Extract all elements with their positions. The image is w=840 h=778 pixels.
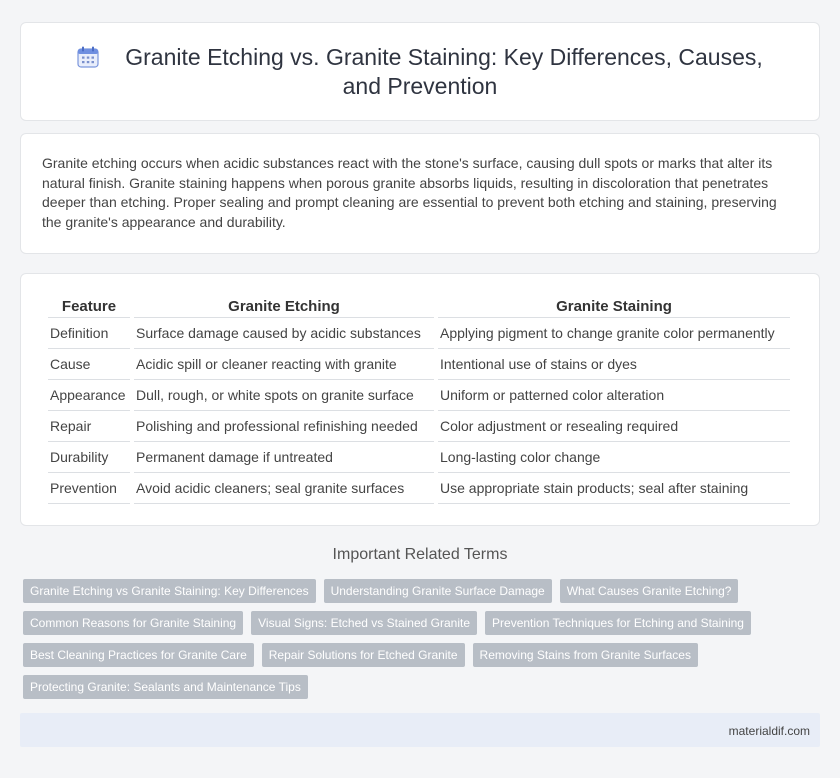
comparison-card [20,273,820,526]
column-header: Granite Staining [438,296,790,318]
table-header-row [48,296,790,318]
related-term-link[interactable]: Removing Stains from Granite Surfaces [473,643,698,667]
related-term-link[interactable]: Prevention Techniques for Etching and Staining [485,611,751,635]
footer [20,713,820,747]
related-term-link[interactable]: Protecting Granite: Sealants and Maintenance Tips [23,675,308,699]
table-cell: Durability [48,442,130,473]
column-header: Granite Etching [134,296,434,318]
table-cell: Uniform or patterned color alteration [438,380,790,411]
related-terms-list [23,579,803,707]
table-cell: Repair [48,411,130,442]
table-cell: Intentional use of stains or dyes [438,349,790,380]
table-cell: Acidic spill or cleaner reacting with granite [134,349,434,380]
comparison-table [44,296,794,504]
table-row [48,318,790,349]
table-row [48,380,790,411]
table-cell: Use appropriate stain products; seal after staining [438,473,790,504]
table-cell: Color adjustment or resealing required [438,411,790,442]
table-cell: Polishing and professional refinishing needed [134,411,434,442]
related-term-link[interactable]: Repair Solutions for Etched Granite [262,643,465,667]
related-term-link[interactable]: Understanding Granite Surface Damage [324,579,552,603]
table-row [48,349,790,380]
table-cell: Appearance [48,380,130,411]
related-term-link[interactable]: Common Reasons for Granite Staining [23,611,243,635]
table-row [48,473,790,504]
related-term-link[interactable]: Visual Signs: Etched vs Stained Granite [251,611,477,635]
table-cell: Applying pigment to change granite color permanently [438,318,790,349]
table-cell: Cause [48,349,130,380]
calendar-icon [77,46,99,68]
table-cell: Avoid acidic cleaners; seal granite surfaces [134,473,434,504]
table-cell: Definition [48,318,130,349]
table-cell: Permanent damage if untreated [134,442,434,473]
related-term-link[interactable]: Best Cleaning Practices for Granite Care [23,643,254,667]
table-cell: Prevention [48,473,130,504]
related-terms-heading: Important Related Terms [332,546,508,563]
related-term-link[interactable]: Granite Etching vs Granite Staining: Key Differences [23,579,316,603]
table-cell: Surface damage caused by acidic substances [134,318,434,349]
footer-site[interactable]: materialdif.com [728,724,810,738]
table-row [48,442,790,473]
table-cell: Long-lasting color change [438,442,790,473]
column-header: Feature [48,296,130,318]
intro-card [20,133,820,254]
related-term-link[interactable]: What Causes Granite Etching? [560,579,739,603]
page-title-text: Granite Etching vs. Granite Staining: Key Differences, Causes, and Prevention [125,44,763,99]
intro-paragraph: Granite etching occurs when acidic substances react with the stone's surface, causing dull spots or marks that alter its natural finish. Granite staining happens when porous granite absorbs liquids, resulting in discoloration that penetrates deeper than etching. Proper sealing and prompt cleaning are essential to prevent both etching and staining, preserving the granite's appearance and durability. [42,155,777,230]
table-cell: Dull, rough, or white spots on granite surface [134,380,434,411]
header-card [20,22,820,121]
page-title [21,43,819,101]
table-row [48,411,790,442]
